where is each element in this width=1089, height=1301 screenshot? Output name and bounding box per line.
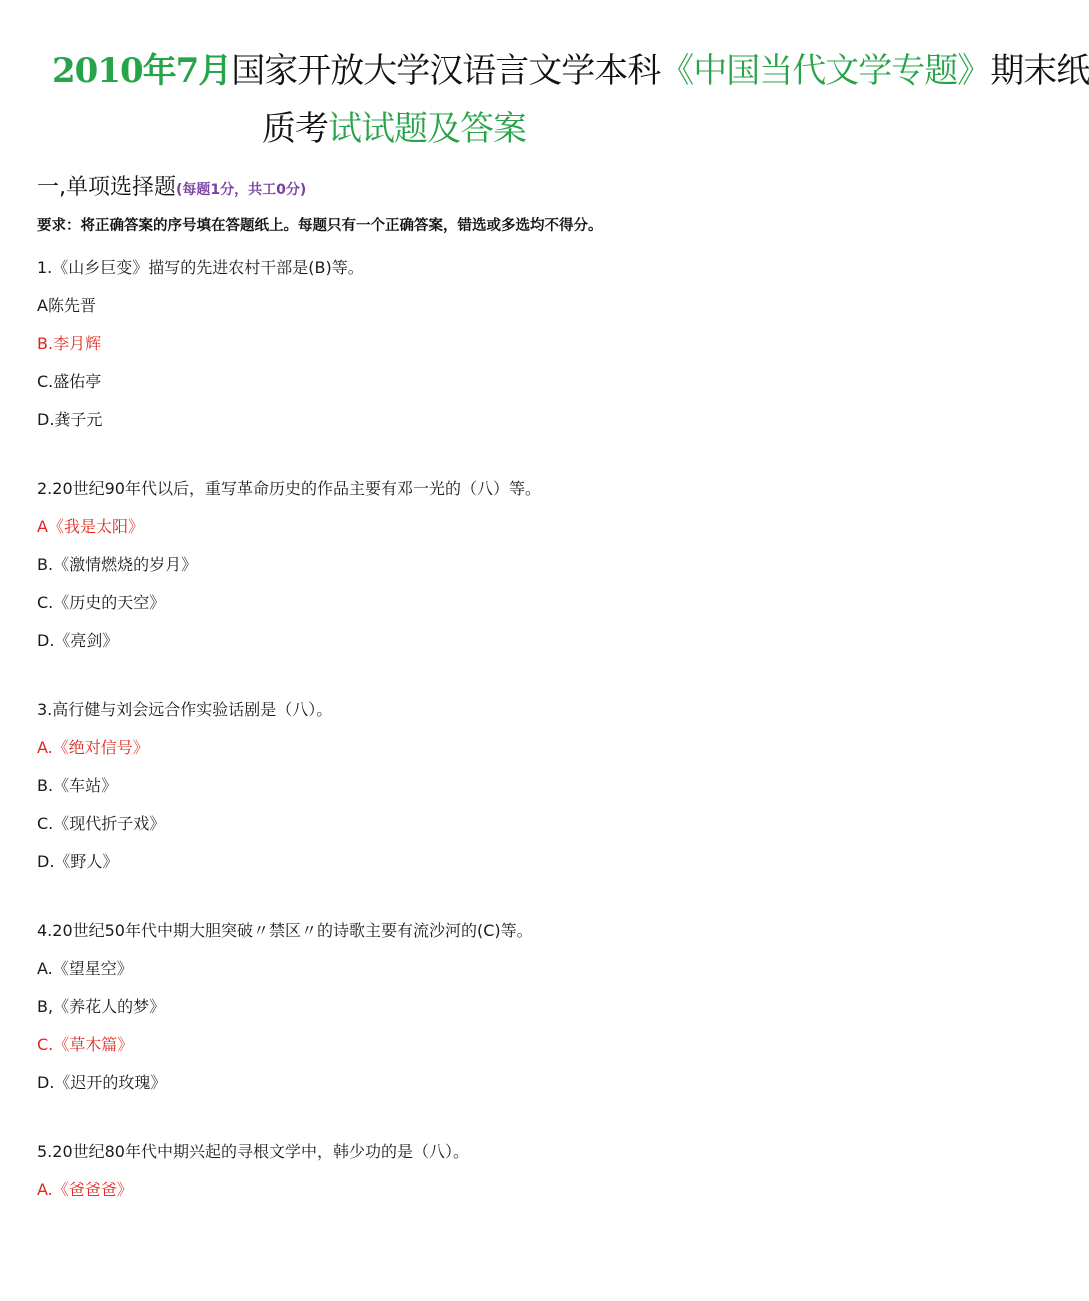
question-item bbox=[37, 691, 897, 881]
title-school: 国家开放大学汉语言文学本科 bbox=[231, 51, 661, 91]
document-title bbox=[0, 42, 1089, 158]
title-date: 2010年7月 bbox=[52, 51, 232, 91]
question-text: 3.高行健与刘会远合作实验话剧是（八）。 bbox=[37, 700, 333, 719]
question-text: 4.20世纪50年代中期大胆突破〃禁区〃的诗歌主要有流沙河的(C)等。 bbox=[37, 921, 533, 940]
answer-option: A.《望星空》 bbox=[37, 959, 133, 978]
section-heading bbox=[37, 170, 306, 201]
answer-option-correct: A.《绝对信号》 bbox=[37, 738, 149, 757]
question-text: 5.20世纪80年代中期兴起的寻根文学中，韩少功的是（八）。 bbox=[37, 1142, 469, 1161]
answer-option: B.《车站》 bbox=[37, 776, 118, 795]
section-note: (每题1分，共工0分) bbox=[176, 182, 307, 198]
title-line-1 bbox=[0, 42, 1089, 100]
question-item bbox=[37, 470, 897, 660]
section-title: 一,单项选择题 bbox=[37, 175, 176, 200]
question-text: 1.《山乡巨变》描写的先进农村干部是(B)等。 bbox=[37, 258, 364, 277]
answer-option-correct: A《我是太阳》 bbox=[37, 517, 144, 536]
answer-option: B,《养花人的梦》 bbox=[37, 997, 166, 1016]
answer-option: D.《野人》 bbox=[37, 852, 119, 871]
answer-option: C.《历史的天空》 bbox=[37, 593, 166, 612]
question-item bbox=[37, 1133, 897, 1209]
question-text: 2.20世纪90年代以后，重写革命历史的作品主要有邓一光的（八）等。 bbox=[37, 479, 541, 498]
answer-option-correct: B.李月辉 bbox=[37, 334, 102, 353]
requirement-text: 要求：将正确答案的序号填在答题纸上。每题只有一个正确答案，错选或多选均不得分。 bbox=[37, 218, 603, 234]
answer-option-correct: A.《爸爸爸》 bbox=[37, 1180, 133, 1199]
title-exam: 期末纸 bbox=[990, 51, 1089, 91]
answer-option: C.《现代折子戏》 bbox=[37, 814, 166, 833]
question-item bbox=[37, 249, 897, 439]
answer-option: D.《亮剑》 bbox=[37, 631, 119, 650]
answer-option: C.盛佑亭 bbox=[37, 372, 102, 391]
answer-option: A陈先晋 bbox=[37, 296, 96, 315]
answer-option-correct: C.《草木篇》 bbox=[37, 1035, 134, 1054]
title-exam-cont: 质考 bbox=[262, 109, 328, 149]
question-item bbox=[37, 912, 897, 1102]
answer-option: D.《迟开的玫瑰》 bbox=[37, 1073, 167, 1092]
title-line-2 bbox=[0, 100, 920, 158]
answer-option: B.《激情燃烧的岁月》 bbox=[37, 555, 198, 574]
answer-option: D.龚子元 bbox=[37, 410, 103, 429]
question-list bbox=[37, 249, 897, 1240]
title-answers: 试试题及答案 bbox=[328, 109, 526, 149]
title-course: 《中国当代文学专题》 bbox=[660, 51, 991, 91]
